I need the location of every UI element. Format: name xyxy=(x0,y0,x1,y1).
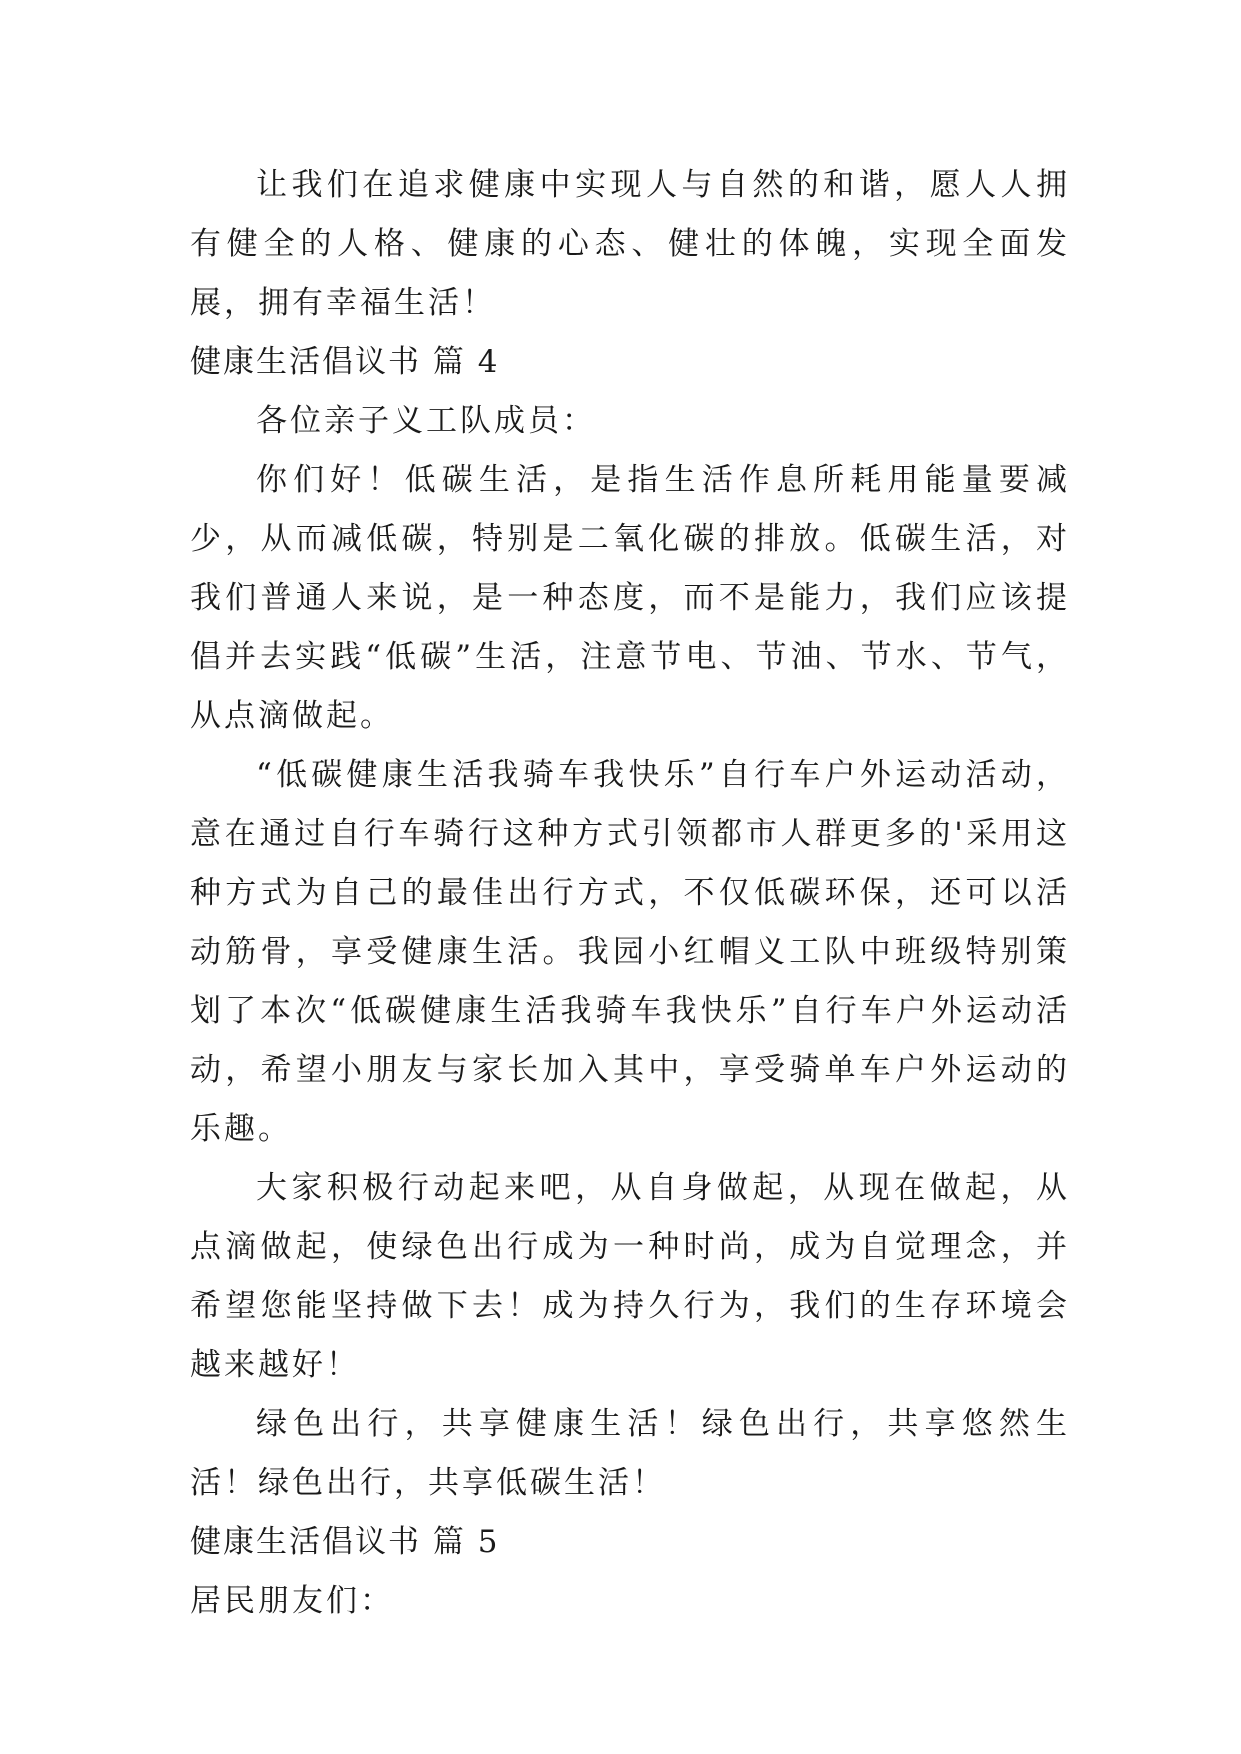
paragraph-green-travel-slogan: 绿色出行，共享健康生活！绿色出行，共享悠然生活！绿色出行，共享低碳生活！ xyxy=(190,1406,1070,1501)
paragraph-closing-wish: 让我们在追求健康中实现人与自然的和谐，愿人人拥有健全的人格、健康的心态、健壮的体魄，实现全面发展，拥有幸福生活！ xyxy=(190,167,1070,321)
salutation-volunteers: 各位亲子义工队成员： xyxy=(256,403,596,439)
salutation-residents: 居民朋友们： xyxy=(190,1583,394,1619)
section-heading-4: 健康生活倡议书 篇 4 xyxy=(190,344,500,380)
paragraph-low-carbon-intro: 你们好！低碳生活，是指生活作息所耗用能量要减少，从而减低碳，特别是二氧化碳的排放。低碳生活，对我们普通人来说，是一种态度，而不是能力，我们应该提倡并去实践“低碳”生活，注意节电、节油、节水、节气，从点滴做起。 xyxy=(190,462,1070,734)
paragraph-cycling-event: “低碳健康生活我骑车我快乐”自行车户外运动活动，意在通过自行车骑行这种方式引领都市人群更多的'采用这种方式为自己的最佳出行方式，不仅低碳环保，还可以活动筋骨，享受健康生活。我园小红帽义工队中班级特别策划了本次“低碳健康生活我骑车我快乐”自行车户外运动活动，希望小朋友与家长加入其中，享受骑单车户外运动的乐趣。 xyxy=(190,757,1070,1147)
document-body xyxy=(190,156,1070,1631)
section-heading-5: 健康生活倡议书 篇 5 xyxy=(190,1524,500,1560)
paragraph-call-to-action: 大家积极行动起来吧，从自身做起，从现在做起，从点滴做起，使绿色出行成为一种时尚，成为自觉理念，并希望您能坚持做下去！成为持久行为，我们的生存环境会越来越好！ xyxy=(190,1170,1070,1383)
